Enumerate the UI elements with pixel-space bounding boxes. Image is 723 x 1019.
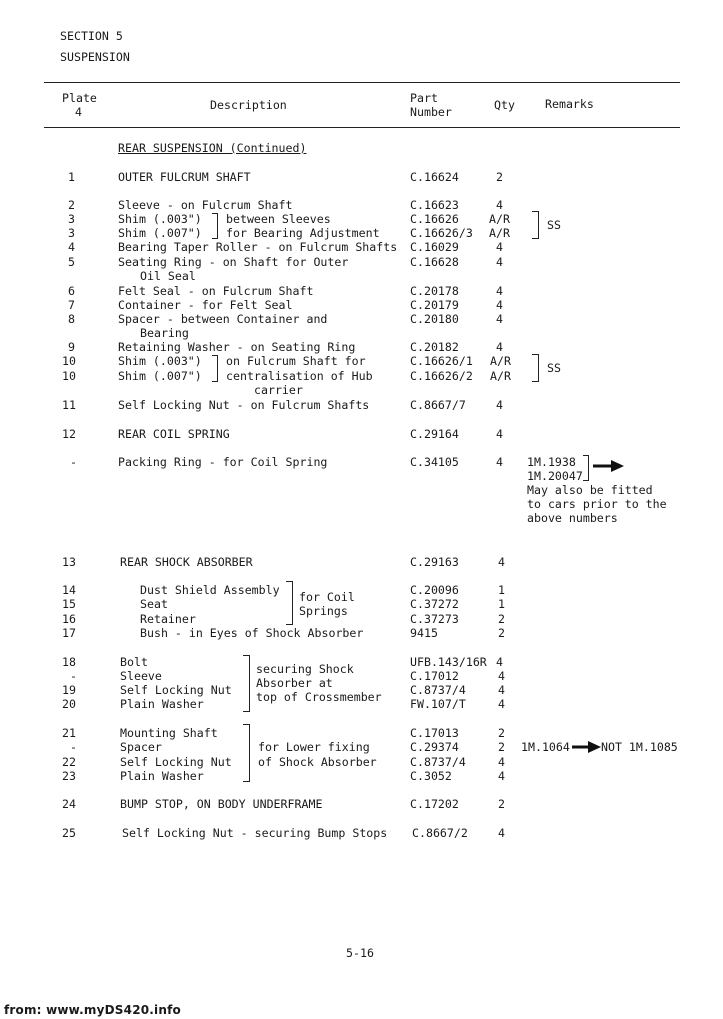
row-qty: 2 xyxy=(498,626,505,640)
row-plate: 5 xyxy=(68,255,75,269)
row-desc: Felt Seal - on Fulcrum Shaft xyxy=(118,284,314,298)
group-note: securing Shock xyxy=(256,662,354,676)
row-qty: A/R xyxy=(489,226,510,240)
row-qty: A/R xyxy=(490,369,511,383)
bracket xyxy=(212,355,218,382)
row-plate: 8 xyxy=(68,312,75,326)
row-plate: 12 xyxy=(62,427,76,441)
row-qty: 4 xyxy=(496,240,503,254)
row-desc: Bush - in Eyes of Shock Absorber xyxy=(140,626,364,640)
group-note: for Coil xyxy=(299,590,355,604)
row-desc: Self Locking Nut xyxy=(120,755,232,769)
bracket xyxy=(243,655,250,712)
row-part: C.8737/4 xyxy=(410,755,466,769)
row-part: C.20182 xyxy=(410,340,459,354)
row-desc: Self Locking Nut xyxy=(120,683,232,697)
row-plate: 15 xyxy=(62,597,76,611)
row-note: for Bearing Adjustment xyxy=(226,226,380,240)
row-desc: Shim (.007") xyxy=(118,226,202,240)
row-part: C.29163 xyxy=(410,555,459,569)
arrow-right-icon xyxy=(572,741,602,753)
row-part: C.20178 xyxy=(410,284,459,298)
row-qty: 2 xyxy=(498,797,505,811)
row-desc: REAR SHOCK ABSORBER xyxy=(120,555,253,569)
row-qty: 4 xyxy=(498,769,505,783)
row-qty: 4 xyxy=(496,198,503,212)
row-qty: A/R xyxy=(490,354,511,368)
row-plate: 4 xyxy=(68,240,75,254)
row-part: C.16624 xyxy=(410,170,459,184)
remark-packing-note: May also be fitted xyxy=(527,483,653,497)
row-note: centralisation of Hub xyxy=(226,369,373,383)
row-desc: Shim (.007") xyxy=(118,369,202,383)
row-desc: Shim (.003") xyxy=(118,212,202,226)
row-desc-cont: Oil Seal xyxy=(140,269,196,283)
row-desc: Spacer - between Container and xyxy=(118,312,328,326)
row-part: C.8737/4 xyxy=(410,683,466,697)
remark-ss: SS xyxy=(547,218,561,232)
row-qty: 4 xyxy=(498,555,505,569)
col-remarks: Remarks xyxy=(545,97,594,111)
row-part: C.3052 xyxy=(410,769,452,783)
remark-spacer-from: 1M.1064 xyxy=(521,740,570,754)
row-qty: 4 xyxy=(498,683,505,697)
remark-packing-from: 1M.1938 xyxy=(527,455,576,469)
row-desc: Seat xyxy=(140,597,168,611)
row-part: C.16626/3 xyxy=(410,226,473,240)
row-part: C.37272 xyxy=(410,597,459,611)
row-part: C.16029 xyxy=(410,240,459,254)
row-desc-cont: Bearing xyxy=(140,326,189,340)
col-description: Description xyxy=(210,98,287,112)
row-qty: 1 xyxy=(498,583,505,597)
row-part: C.37273 xyxy=(410,612,459,626)
row-plate: - xyxy=(70,669,77,683)
section-heading: REAR SUSPENSION (Continued) xyxy=(118,141,307,155)
row-desc: Container - for Felt Seal xyxy=(118,298,293,312)
row-part: C.8667/2 xyxy=(412,826,468,840)
row-plate: 3 xyxy=(68,226,75,240)
row-plate: 25 xyxy=(62,826,76,840)
bracket xyxy=(286,581,293,625)
row-desc: Spacer xyxy=(120,740,162,754)
row-plate: 20 xyxy=(62,697,76,711)
group-note: top of Crossmember xyxy=(256,690,382,704)
row-qty: 2 xyxy=(498,726,505,740)
row-qty: 4 xyxy=(496,455,503,469)
row-desc: Packing Ring - for Coil Spring xyxy=(118,455,328,469)
row-desc: Retainer xyxy=(140,612,196,626)
col-number: Number xyxy=(410,105,452,119)
section-title: SUSPENSION xyxy=(60,50,130,64)
row-qty: 4 xyxy=(496,284,503,298)
group-note: for Lower fixing xyxy=(258,740,370,754)
row-plate: - xyxy=(70,455,77,469)
row-plate: 19 xyxy=(62,683,76,697)
row-note: between Sleeves xyxy=(226,212,331,226)
row-part: C.20179 xyxy=(410,298,459,312)
row-plate: 13 xyxy=(62,555,76,569)
row-desc: Sleeve xyxy=(120,669,162,683)
remark-spacer-to: NOT 1M.1085 xyxy=(601,740,678,754)
row-part: C.16626 xyxy=(410,212,459,226)
row-part: C.17013 xyxy=(410,726,459,740)
row-plate: 17 xyxy=(62,626,76,640)
row-plate: 14 xyxy=(62,583,76,597)
row-part: C.29164 xyxy=(410,427,459,441)
row-desc: REAR COIL SPRING xyxy=(118,427,230,441)
row-plate: 22 xyxy=(62,755,76,769)
row-qty: 4 xyxy=(498,669,505,683)
row-qty: 2 xyxy=(496,170,503,184)
row-plate: 10 xyxy=(62,369,76,383)
row-plate: 16 xyxy=(62,612,76,626)
row-part: C.16623 xyxy=(410,198,459,212)
row-plate: 2 xyxy=(68,198,75,212)
group-note: Springs xyxy=(299,604,348,618)
row-part: C.20096 xyxy=(410,583,459,597)
row-plate: 18 xyxy=(62,655,76,669)
arrow-right-icon xyxy=(593,460,625,472)
row-desc: OUTER FULCRUM SHAFT xyxy=(118,170,251,184)
group-note: Absorber at xyxy=(256,676,333,690)
col-plate-number: 4 xyxy=(75,105,82,119)
row-qty: 4 xyxy=(496,340,503,354)
row-desc: Sleeve - on Fulcrum Shaft xyxy=(118,198,293,212)
row-part: C.34105 xyxy=(410,455,459,469)
remark-ss: SS xyxy=(547,361,561,375)
row-desc: Retaining Washer - on Seating Ring xyxy=(118,340,356,354)
row-part: FW.107/T xyxy=(410,697,466,711)
row-plate: 10 xyxy=(62,354,76,368)
row-plate: 23 xyxy=(62,769,76,783)
row-desc: Seating Ring - on Shaft for Outer xyxy=(118,255,349,269)
row-plate: 6 xyxy=(68,284,75,298)
col-qty: Qty xyxy=(494,98,515,112)
row-note: on Fulcrum Shaft for xyxy=(226,354,366,368)
row-desc: Bolt xyxy=(120,655,148,669)
bracket xyxy=(243,724,250,782)
row-part: C.17012 xyxy=(410,669,459,683)
col-plate: Plate xyxy=(62,91,97,105)
row-plate: 24 xyxy=(62,797,76,811)
row-desc: Mounting Shaft xyxy=(120,726,218,740)
remark-packing-to: 1M.20047 xyxy=(527,469,583,483)
row-qty: 4 xyxy=(496,398,503,412)
row-desc: Plain Washer xyxy=(120,697,204,711)
row-qty: 4 xyxy=(496,427,503,441)
row-plate: - xyxy=(70,740,77,754)
row-qty: 4 xyxy=(498,826,505,840)
row-part: C.16628 xyxy=(410,255,459,269)
row-plate: 7 xyxy=(68,298,75,312)
row-desc: Dust Shield Assembly xyxy=(140,583,280,597)
row-qty: 2 xyxy=(498,740,505,754)
row-desc: Self Locking Nut - on Fulcrum Shafts xyxy=(118,398,370,412)
row-plate: 11 xyxy=(62,398,76,412)
bracket xyxy=(532,354,539,382)
row-desc: Shim (.003") xyxy=(118,354,202,368)
row-qty: 1 xyxy=(498,597,505,611)
row-qty: 4 xyxy=(498,697,505,711)
row-desc: BUMP STOP, ON BODY UNDERFRAME xyxy=(120,797,323,811)
row-plate: 1 xyxy=(68,170,75,184)
row-desc: Bearing Taper Roller - on Fulcrum Shafts xyxy=(118,240,398,254)
row-desc: Plain Washer xyxy=(120,769,204,783)
row-part: C.20180 xyxy=(410,312,459,326)
row-qty: 4 xyxy=(496,312,503,326)
row-plate: 3 xyxy=(68,212,75,226)
row-qty: 4 xyxy=(496,298,503,312)
row-part: C.8667/7 xyxy=(410,398,466,412)
col-part: Part xyxy=(410,91,438,105)
row-plate: 21 xyxy=(62,726,76,740)
row-part: 9415 xyxy=(410,626,438,640)
row-qty: 2 xyxy=(498,612,505,626)
row-part: C.16626/1 xyxy=(410,354,473,368)
row-note-cont: carrier xyxy=(254,383,303,397)
row-qty: 4 xyxy=(496,255,503,269)
source-footer: from: www.myDS420.info xyxy=(4,1003,181,1017)
section-label: SECTION 5 xyxy=(60,29,123,43)
remark-packing-note: above numbers xyxy=(527,511,618,525)
row-plate: 9 xyxy=(68,340,75,354)
row-qty: 4 xyxy=(498,755,505,769)
remark-packing-note: to cars prior to the xyxy=(527,497,667,511)
row-part: C.29374 xyxy=(410,740,459,754)
row-part: C.17202 xyxy=(410,797,459,811)
bracket xyxy=(212,213,218,239)
row-qty: A/R xyxy=(489,212,510,226)
row-part: UFB.143/16R xyxy=(410,655,487,669)
group-note: of Shock Absorber xyxy=(258,755,377,769)
row-qty: 4 xyxy=(496,655,503,669)
header-rule-top xyxy=(44,82,680,83)
header-rule-bottom xyxy=(44,127,680,128)
bracket xyxy=(532,211,539,239)
row-part: C.16626/2 xyxy=(410,369,473,383)
bracket xyxy=(583,455,589,481)
page-number: 5-16 xyxy=(346,946,374,960)
row-desc: Self Locking Nut - securing Bump Stops xyxy=(122,826,388,840)
